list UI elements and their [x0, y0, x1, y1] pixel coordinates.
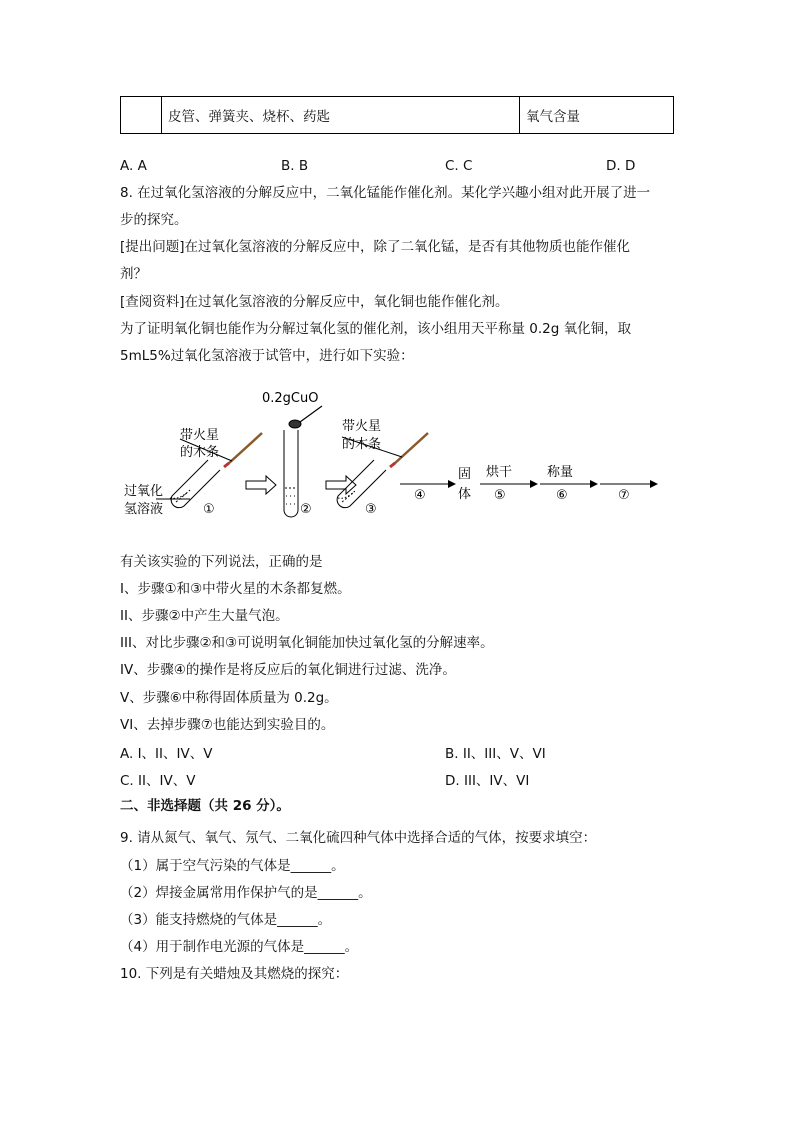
q8-option-c: C. II、IV、V: [120, 773, 196, 789]
experiment-diagram: [110, 380, 670, 530]
q8-stem-line2: 步的探究。: [120, 212, 188, 228]
test-tube-2: [284, 430, 298, 517]
q8-method-line1: 为了证明氧化铜也能作为分解过氧化氢的催化剂，该小组用天平称量 0.2g 氧化铜，取: [120, 321, 632, 337]
statement-3: III、对比步骤②和③可说明氧化铜能加快过氧化氢的分解速率。: [120, 635, 494, 651]
splint-label-1a: 带火星: [180, 428, 220, 443]
step-7-label: ⑦: [618, 488, 630, 503]
splint-1: [228, 433, 262, 464]
q8-option-d: D. III、IV、VI: [445, 773, 530, 789]
q7-option-d: D. D: [606, 158, 636, 174]
q7-option-a: A. A: [120, 158, 147, 174]
step-1-label: ①: [203, 502, 215, 517]
step-4-label: ④: [414, 488, 426, 503]
q9-part-2: （2）焊接金属常用作保护气的是______。: [120, 885, 372, 901]
arrow-hollow-1: [246, 476, 276, 494]
statement-5: V、步骤⑥中称得固体质量为 0.2g。: [120, 690, 338, 706]
q8-question-line2: 剂？: [120, 266, 147, 282]
test-tube-1: [170, 460, 220, 508]
cuo-label: 0.2gCuO: [262, 391, 319, 406]
spoon-icon: [289, 406, 322, 428]
q9-part-3: （3）能支持燃烧的气体是______。: [120, 912, 332, 928]
statement-4: IV、步骤④的操作是将反应后的氧化铜进行过滤、洗净。: [120, 662, 456, 678]
q8-option-a: A. I、II、IV、V: [120, 746, 213, 762]
q7-option-c: C. C: [445, 158, 473, 174]
step-6-label: ⑥: [556, 488, 568, 503]
step-2-label: ②: [300, 502, 312, 517]
table-cell-apparatus: 皮管、弹簧夹、烧杯、药匙: [162, 97, 520, 134]
statement-1: I、步骤①和③中带火星的木条都复燃。: [120, 581, 351, 597]
q10-stem: 10. 下列是有关蜡烛及其燃烧的探究：: [120, 966, 349, 982]
arrow-hollow-2: [326, 476, 356, 494]
section-2-heading: 二、非选择题（共 26 分）。: [120, 798, 290, 814]
statement-2: II、步骤②中产生大量气泡。: [120, 608, 289, 624]
splint-label-3a: 带火星: [342, 419, 382, 434]
statement-6: VI、去掉步骤⑦也能达到实验目的。: [120, 717, 335, 733]
q9-part-4: （4）用于制作电光源的气体是______。: [120, 939, 359, 955]
q7-option-b: B. B: [281, 158, 309, 174]
table-cell-index: [121, 97, 162, 134]
q8-stem-line1: 8. 在过氧化氢溶液的分解反应中，二氧化锰能作催化剂。某化学兴趣小组对此开展了进一: [120, 185, 651, 201]
q8-method-line2: 5mL5%过氧化氢溶液于试管中，进行如下实验：: [120, 348, 414, 364]
splint-3: [394, 433, 428, 464]
statements-intro: 有关该实验的下列说法，正确的是: [120, 554, 323, 570]
h2o2-label-1: 过氧化: [124, 484, 164, 499]
q9-part-1: （1）属于空气污染的气体是______。: [120, 858, 345, 874]
step-5-label: ⑤: [494, 488, 506, 503]
weigh-label: 称量: [547, 465, 574, 480]
solid-label-2: 体: [458, 487, 472, 502]
apparatus-table: [120, 96, 674, 134]
q8-option-b: B. II、III、V、VI: [445, 746, 546, 762]
table-cell-measure: 氧气含量: [520, 97, 674, 134]
solid-label-1: 固: [458, 467, 472, 482]
dry-label: 烘干: [486, 465, 513, 480]
splint-label-1b: 的木条: [180, 445, 220, 460]
step-3-label: ③: [365, 502, 377, 517]
splint-label-3b: 的木条: [342, 437, 382, 452]
q8-reference-line: [查阅资料]在过氧化氢溶液的分解反应中，氧化铜也能作催化剂。: [120, 294, 509, 310]
q9-stem: 9. 请从氮气、氧气、氖气、二氧化硫四种气体中选择合适的气体，按要求填空：: [120, 830, 597, 846]
h2o2-label-2: 氢溶液: [124, 502, 164, 517]
q8-question-line1: [提出问题]在过氧化氢溶液的分解反应中，除了二氧化锰，是否有其他物质也能作催化: [120, 239, 631, 255]
